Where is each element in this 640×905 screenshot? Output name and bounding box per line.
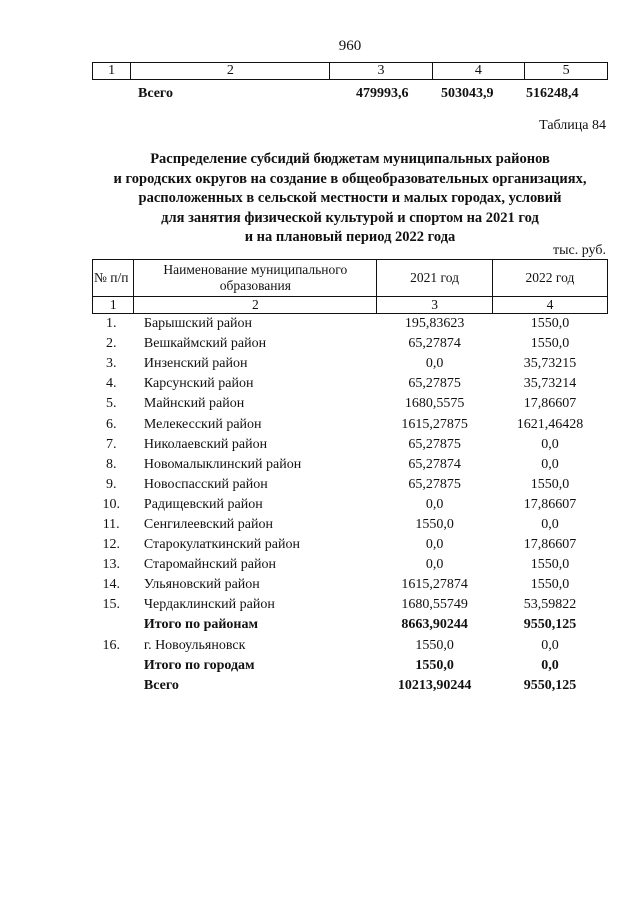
- row-name: Всего: [143, 677, 179, 693]
- table-row: [93, 334, 608, 354]
- row-number: 13.: [102, 557, 120, 573]
- total-value: 503043,9: [441, 86, 494, 101]
- table-row: [93, 455, 608, 475]
- row-value-2021: 65,27875: [408, 476, 461, 492]
- table-row: [93, 475, 608, 495]
- row-number: 7.: [105, 436, 117, 452]
- row-name: Ульяновский район: [143, 577, 260, 593]
- row-number: [93, 656, 134, 676]
- col-number: 3: [330, 63, 432, 80]
- row-value-2022: 1621,46428: [516, 416, 584, 432]
- row-number: 11.: [102, 516, 120, 532]
- row-number: 6.: [105, 416, 117, 432]
- col-number: 4: [492, 297, 607, 314]
- row-value-2022: 1550,0: [530, 476, 570, 492]
- row-value-2022: 17,86607: [523, 496, 577, 512]
- header-2021: 2021 год: [377, 260, 493, 297]
- row-number: [93, 676, 134, 696]
- row-name: Старомайнский район: [143, 557, 276, 573]
- row-name: Чердаклинский район: [143, 597, 275, 613]
- table-row: [93, 595, 608, 615]
- row-value-2022: 1550,0: [530, 316, 570, 332]
- row-value-2021: 1615,27875: [401, 416, 468, 432]
- row-value-2022: 0,0: [541, 657, 559, 673]
- row-number: 2.: [105, 336, 117, 352]
- row-value-2021: 1550,0: [415, 657, 454, 673]
- continuation-table: [92, 62, 608, 80]
- table-row: [93, 656, 608, 676]
- row-value-2021: 1550,0: [415, 516, 454, 532]
- row-value-2021: 0,0: [425, 537, 444, 553]
- row-value-2022: 0,0: [541, 637, 559, 653]
- table-row: [93, 535, 608, 555]
- row-value-2021: 65,27874: [408, 456, 461, 472]
- table-row: [93, 354, 608, 374]
- row-name: Радищевский район: [143, 496, 263, 512]
- table-row: [93, 676, 608, 696]
- row-name: Вешкаймский район: [143, 336, 267, 352]
- row-value-2021: 0,0: [425, 496, 444, 512]
- row-value-2022: 0,0: [541, 456, 559, 472]
- total-label: Всего: [138, 86, 173, 101]
- row-value-2022: 53,59822: [523, 597, 577, 613]
- column-number-row: [93, 297, 608, 314]
- row-number: [93, 615, 134, 635]
- row-number: 5.: [105, 396, 117, 412]
- table-row: [93, 414, 608, 434]
- row-name: Новомалыклинский район: [143, 456, 302, 472]
- row-value-2022: 9550,125: [523, 677, 577, 693]
- table-row: [93, 435, 608, 455]
- continuation-header-row: [93, 63, 608, 80]
- row-value-2021: 65,27875: [408, 436, 461, 452]
- header-row: [93, 260, 608, 297]
- title-line: и городских округов на создание в общеобразовательных организациях,: [113, 170, 587, 187]
- row-name: Николаевский район: [143, 436, 268, 452]
- row-value-2022: 1550,0: [530, 577, 570, 593]
- table-title: [70, 150, 630, 248]
- table-row: [93, 555, 608, 575]
- table-row: [93, 515, 608, 535]
- subsidy-table: [92, 259, 608, 696]
- col-number: 2: [131, 63, 330, 80]
- col-number: 1: [93, 297, 134, 314]
- total-value: 479993,6: [356, 86, 409, 101]
- table-label: Таблица 84: [539, 118, 606, 133]
- row-value-2021: 10213,90244: [397, 677, 472, 693]
- row-value-2022: 0,0: [541, 436, 559, 452]
- table-row: [93, 374, 608, 394]
- row-name: Старокулаткинский район: [143, 537, 300, 553]
- col-number: 1: [93, 63, 131, 80]
- row-value-2021: 1615,27874: [401, 577, 468, 593]
- row-number: 1.: [105, 316, 117, 332]
- row-value-2022: 0,0: [541, 516, 559, 532]
- row-number: 16.: [102, 637, 120, 653]
- row-number: 10.: [102, 496, 120, 512]
- table-row: [93, 575, 608, 595]
- row-value-2022: 17,86607: [523, 396, 577, 412]
- row-name: Итого по районам: [143, 617, 259, 633]
- header-num: № п/п: [93, 260, 134, 297]
- row-name: Мелекесский район: [143, 416, 262, 432]
- row-value-2022: 1550,0: [530, 336, 570, 352]
- row-value-2021: 195,83623: [404, 316, 465, 332]
- row-value-2022: 17,86607: [523, 537, 577, 553]
- row-name: Карсунский район: [143, 376, 254, 392]
- page-number: 960: [338, 38, 362, 54]
- header-name: Наименование муниципального образования: [134, 260, 377, 297]
- col-number: 3: [377, 297, 493, 314]
- table-row: [93, 636, 608, 656]
- row-number: 12.: [102, 537, 120, 553]
- row-number: 15.: [102, 597, 120, 613]
- col-number: 5: [525, 63, 608, 80]
- row-value-2021: 65,27875: [408, 376, 461, 392]
- table-row: [93, 495, 608, 515]
- row-value-2022: 1550,0: [530, 557, 570, 573]
- col-number: 4: [432, 63, 525, 80]
- title-line: и на плановый период 2022 года: [244, 229, 456, 245]
- row-value-2022: 35,73215: [523, 356, 577, 372]
- row-number: 4.: [105, 376, 117, 392]
- row-value-2021: 1550,0: [415, 637, 454, 653]
- total-value: 516248,4: [526, 86, 579, 101]
- table-row: [93, 615, 608, 635]
- table-row: [93, 394, 608, 414]
- row-value-2021: 1680,55749: [401, 597, 468, 613]
- col-number: 2: [134, 297, 377, 314]
- row-number: 14.: [102, 577, 120, 593]
- row-value-2021: 0,0: [425, 356, 444, 372]
- table-body: [93, 314, 608, 696]
- unit-label: тыс. руб.: [553, 243, 606, 258]
- row-value-2021: 65,27874: [408, 336, 461, 352]
- title-line: расположенных в сельской местности и малых городах, условий: [138, 190, 562, 206]
- row-name: Майнский район: [143, 396, 245, 412]
- table-row: [93, 314, 608, 335]
- row-number: 9.: [105, 476, 117, 492]
- row-value-2022: 35,73214: [523, 376, 577, 392]
- row-name: Новоспасский район: [143, 476, 268, 492]
- row-name: г. Новоульяновск: [143, 637, 246, 653]
- row-name: Итого по городам: [143, 657, 255, 673]
- header-2022: 2022 год: [492, 260, 607, 297]
- row-number: 8.: [105, 456, 117, 472]
- row-number: 3.: [105, 356, 117, 372]
- row-name: Сенгилеевский район: [143, 516, 273, 532]
- title-line: Распределение субсидий бюджетам муниципальных районов: [150, 151, 550, 167]
- row-value-2021: 0,0: [425, 557, 444, 573]
- row-name: Барышский район: [143, 316, 253, 332]
- row-value-2021: 8663,90244: [401, 617, 468, 633]
- row-value-2022: 9550,125: [523, 617, 577, 633]
- title-line: для занятия физической культурой и спортом на 2021 год: [161, 209, 539, 226]
- row-name: Инзенский район: [143, 356, 248, 372]
- row-value-2021: 1680,5575: [404, 396, 465, 412]
